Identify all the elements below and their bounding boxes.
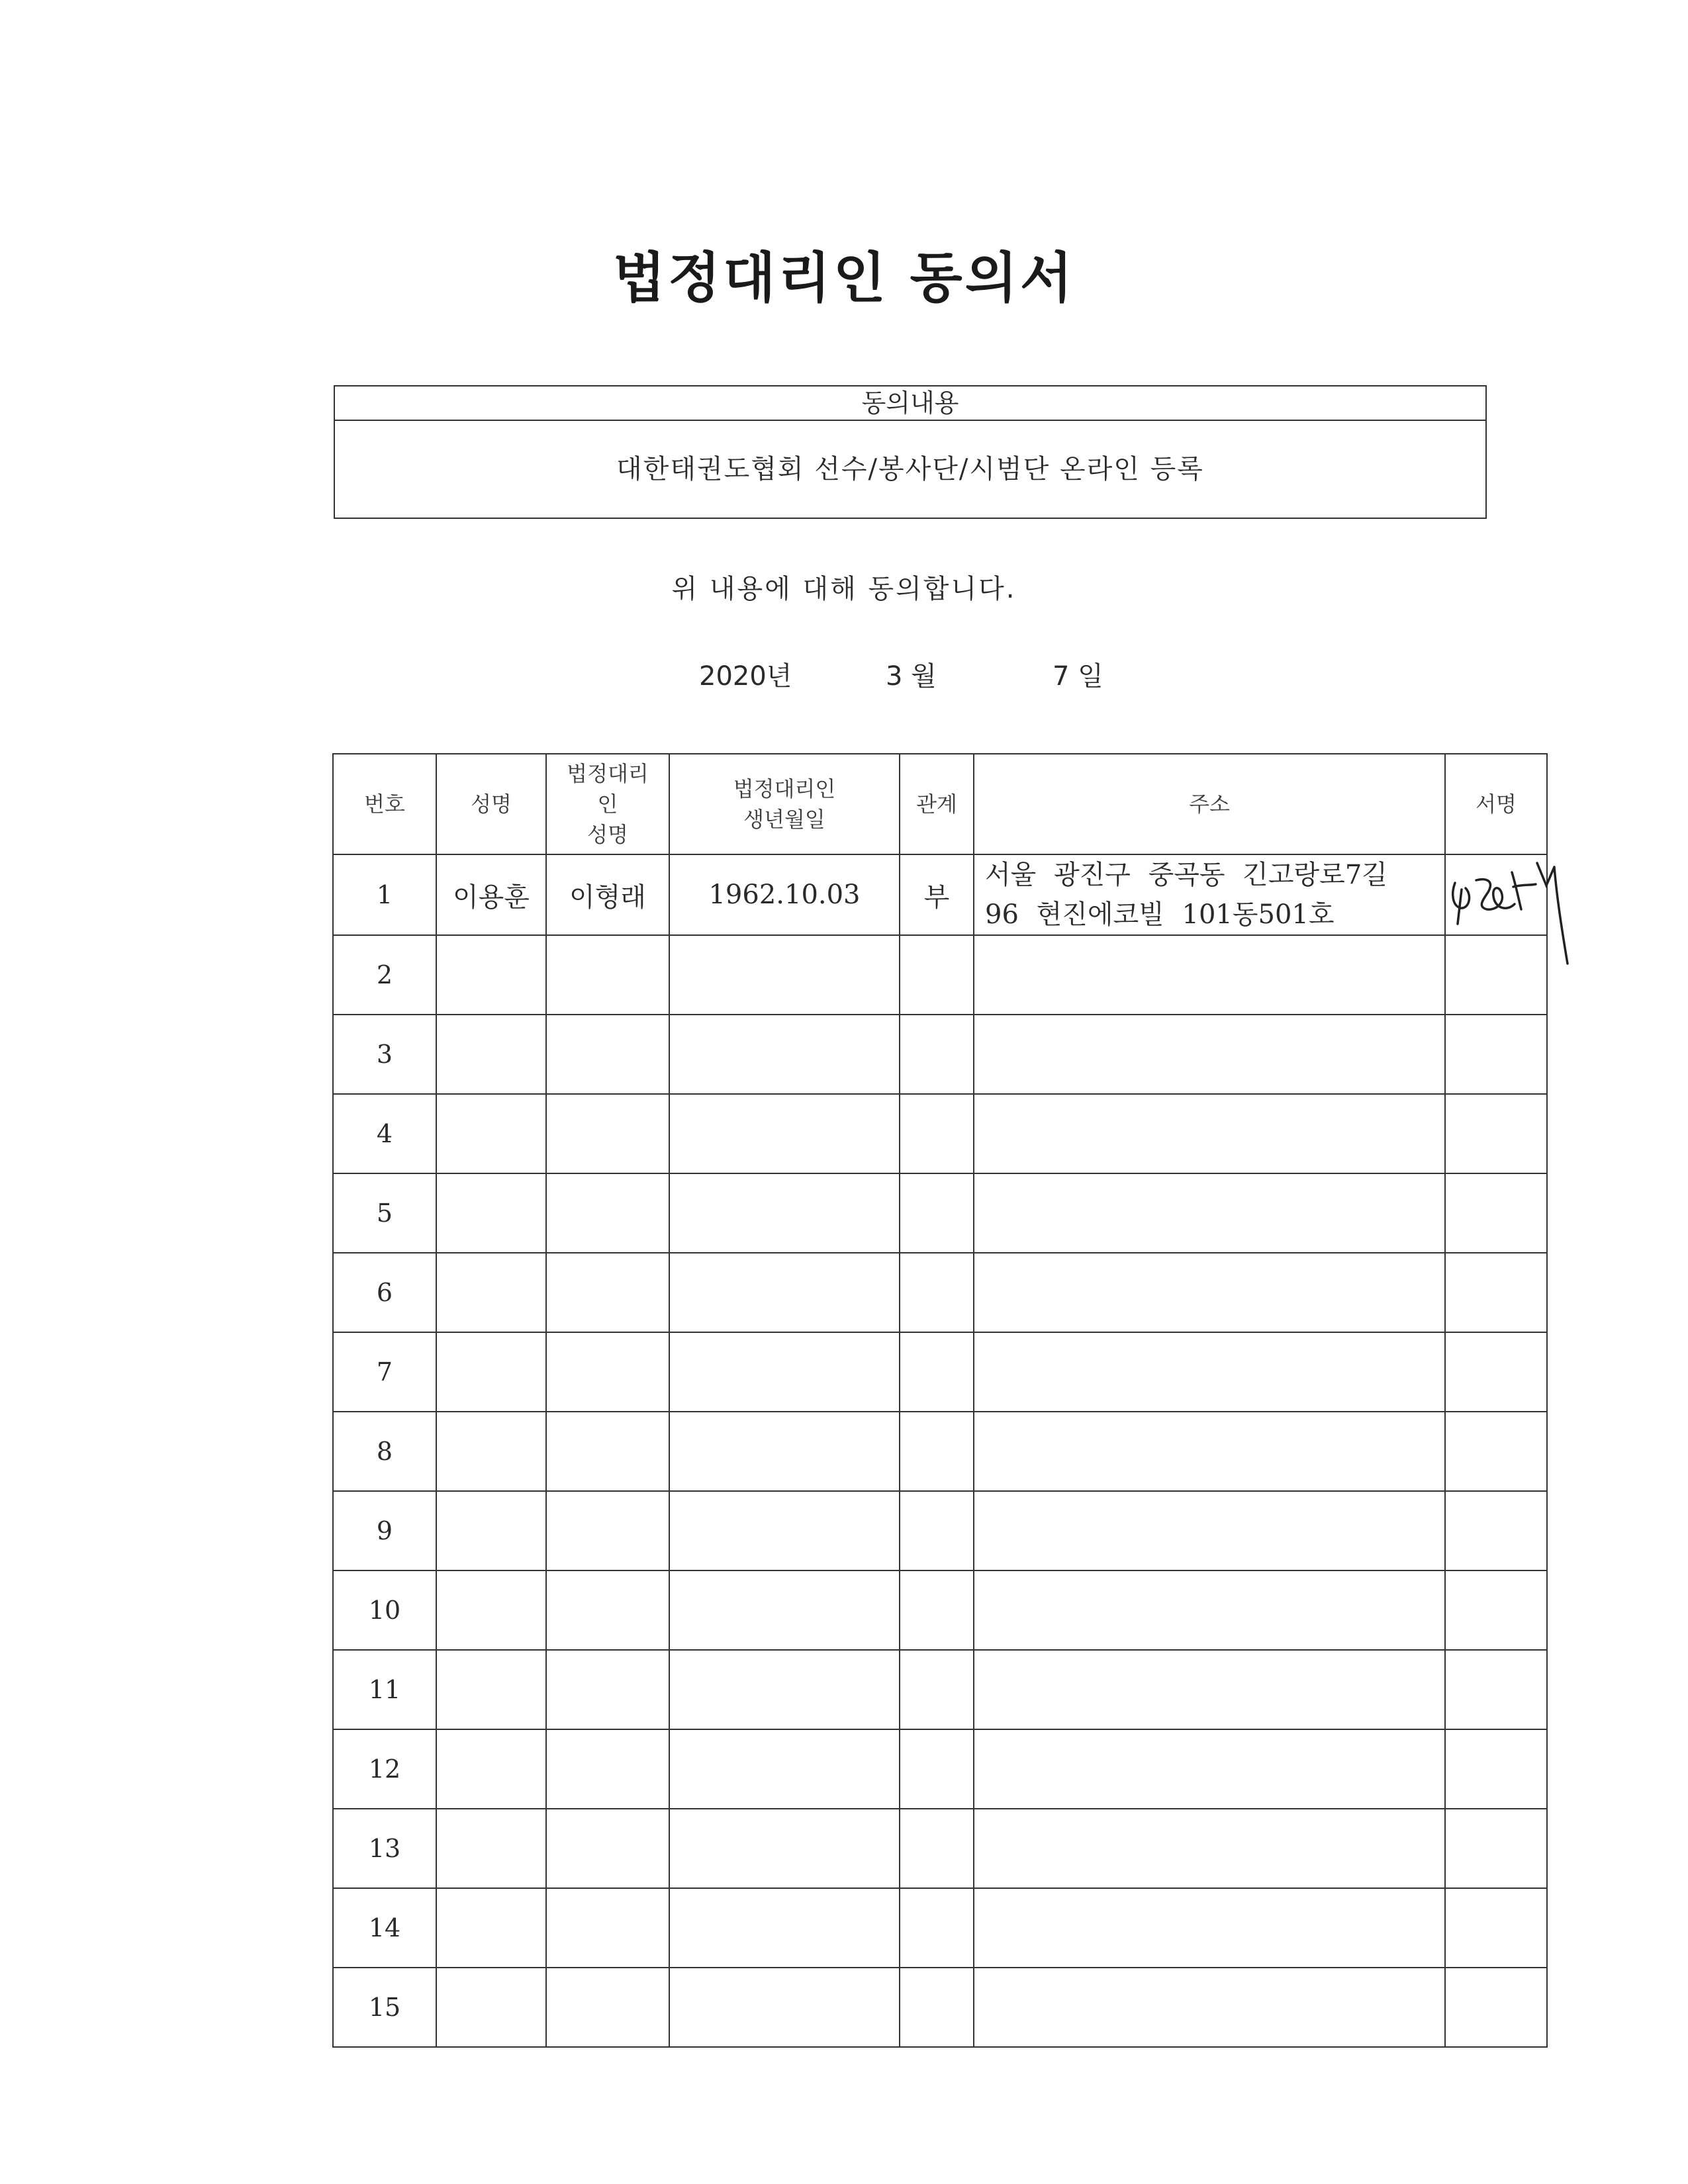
row-guardian-name — [546, 935, 669, 1015]
header-guardian-name-line1: 법정대리 — [567, 761, 649, 786]
header-guardian-birth-line2: 생년월일 — [743, 807, 825, 832]
table-row — [333, 1094, 1547, 1173]
row-guardian-name: 이형래 — [546, 854, 669, 935]
table-row — [333, 1332, 1547, 1412]
row-guardian-name — [546, 1650, 669, 1729]
row-name — [436, 1332, 546, 1412]
row-number: 8 — [333, 1412, 436, 1491]
table-row — [333, 1412, 1547, 1491]
row-address — [974, 1094, 1445, 1173]
row-signature — [1445, 1253, 1547, 1332]
row-guardian-name — [546, 1888, 669, 1968]
row-birth — [669, 1491, 900, 1570]
row-birth — [669, 1332, 900, 1412]
row-signature — [1445, 1412, 1547, 1491]
row-name — [436, 1729, 546, 1809]
row-signature — [1445, 1173, 1547, 1253]
header-signature: 서명 — [1445, 754, 1547, 854]
row-birth — [669, 1729, 900, 1809]
date-year: 2020년 — [699, 661, 792, 692]
row-relation — [900, 1412, 974, 1491]
row-birth — [669, 1809, 900, 1888]
consent-body: 대한태권도협회 선수/봉사단/시범단 온라인 등록 — [616, 454, 1204, 484]
table-row — [333, 1173, 1547, 1253]
row-name — [436, 1650, 546, 1729]
consent-box — [334, 385, 1487, 519]
row-address — [974, 1888, 1445, 1968]
row-name — [436, 1015, 546, 1094]
header-guardian-birth — [669, 754, 900, 854]
table-header-row — [333, 754, 1547, 854]
row-signature — [1445, 1332, 1547, 1412]
row-address — [974, 854, 1445, 935]
row-relation — [900, 1888, 974, 1968]
date-day: 7 일 — [1053, 661, 1103, 692]
table-row — [333, 1729, 1547, 1809]
row-name — [436, 1253, 546, 1332]
table-row — [333, 854, 1547, 935]
row-name — [436, 1491, 546, 1570]
row-number: 7 — [333, 1332, 436, 1412]
date-month: 3 월 — [886, 661, 937, 692]
header-address: 주소 — [974, 754, 1445, 854]
row-guardian-name — [546, 1809, 669, 1888]
row-signature — [1445, 1809, 1547, 1888]
row-number: 12 — [333, 1729, 436, 1809]
row-number: 15 — [333, 1968, 436, 2047]
row-guardian-name — [546, 1253, 669, 1332]
row-address — [974, 1968, 1445, 2047]
row-guardian-name — [546, 1968, 669, 2047]
table-row — [333, 1491, 1547, 1570]
row-name — [436, 1888, 546, 1968]
row-address — [974, 1173, 1445, 1253]
row-signature — [1445, 1015, 1547, 1094]
row-address — [974, 1015, 1445, 1094]
table-row — [333, 1015, 1547, 1094]
row-birth — [669, 1173, 900, 1253]
row-birth — [669, 1015, 900, 1094]
row-signature — [1445, 1094, 1547, 1173]
row-signature — [1445, 1729, 1547, 1809]
row-number: 4 — [333, 1094, 436, 1173]
row-address-line1: 서울 광진구 중곡동 긴고랑로7길 — [985, 860, 1387, 890]
row-name: 이용훈 — [436, 854, 546, 935]
header-guardian-name-line2: 인 — [597, 792, 618, 817]
row-relation: 부 — [900, 854, 974, 935]
header-guardian-name — [546, 754, 669, 854]
row-name — [436, 935, 546, 1015]
row-birth — [669, 935, 900, 1015]
row-number: 2 — [333, 935, 436, 1015]
row-signature — [1445, 1650, 1547, 1729]
row-guardian-name — [546, 1729, 669, 1809]
row-signature — [1445, 1968, 1547, 2047]
registration-table — [332, 753, 1548, 2048]
row-address — [974, 1491, 1445, 1570]
row-birth — [669, 1253, 900, 1332]
row-guardian-name — [546, 1491, 669, 1570]
row-relation — [900, 1253, 974, 1332]
row-number: 14 — [333, 1888, 436, 1968]
row-guardian-name — [546, 1570, 669, 1650]
row-number: 6 — [333, 1253, 436, 1332]
row-number: 1 — [333, 854, 436, 935]
row-relation — [900, 1173, 974, 1253]
table-row — [333, 935, 1547, 1015]
row-relation — [900, 1491, 974, 1570]
row-relation — [900, 935, 974, 1015]
row-number: 5 — [333, 1173, 436, 1253]
row-relation — [900, 1094, 974, 1173]
table-row — [333, 1650, 1547, 1729]
row-signature — [1445, 854, 1547, 935]
row-address — [974, 1570, 1445, 1650]
table-row — [333, 1253, 1547, 1332]
row-guardian-name — [546, 1332, 669, 1412]
row-name — [436, 1809, 546, 1888]
row-birth — [669, 1094, 900, 1173]
row-signature — [1445, 1491, 1547, 1570]
handwritten-signature — [1446, 846, 1578, 985]
header-relation: 관계 — [900, 754, 974, 854]
row-relation — [900, 1015, 974, 1094]
row-guardian-name — [546, 1094, 669, 1173]
row-address — [974, 935, 1445, 1015]
row-guardian-name — [546, 1015, 669, 1094]
header-number: 번호 — [333, 754, 436, 854]
row-birth — [669, 1412, 900, 1491]
row-signature — [1445, 1570, 1547, 1650]
row-name — [436, 1570, 546, 1650]
row-guardian-name — [546, 1412, 669, 1491]
row-number: 11 — [333, 1650, 436, 1729]
row-guardian-name — [546, 1173, 669, 1253]
row-number: 3 — [333, 1015, 436, 1094]
table-row — [333, 1888, 1547, 1968]
row-relation — [900, 1729, 974, 1809]
header-guardian-birth-line1: 법정대리인 — [733, 776, 836, 801]
row-relation — [900, 1332, 974, 1412]
row-address — [974, 1332, 1445, 1412]
consent-header: 동의내용 — [335, 387, 1485, 421]
row-number: 13 — [333, 1809, 436, 1888]
table-row — [333, 1968, 1547, 2047]
header-name: 성명 — [436, 754, 546, 854]
row-address — [974, 1253, 1445, 1332]
row-signature — [1445, 1888, 1547, 1968]
row-relation — [900, 1570, 974, 1650]
table-row — [333, 1809, 1547, 1888]
row-birth — [669, 1888, 900, 1968]
row-number: 10 — [333, 1570, 436, 1650]
row-relation — [900, 1968, 974, 2047]
row-birth — [669, 1650, 900, 1729]
agree-statement: 위 내용에 대해 동의합니다. — [671, 574, 1017, 604]
row-name — [436, 1173, 546, 1253]
row-name — [436, 1412, 546, 1491]
row-address — [974, 1809, 1445, 1888]
row-address — [974, 1729, 1445, 1809]
row-birth: 1962.10.03 — [669, 854, 900, 935]
row-number: 9 — [333, 1491, 436, 1570]
row-relation — [900, 1650, 974, 1729]
table-row — [333, 1570, 1547, 1650]
page-title: 법정대리인 동의서 — [612, 246, 1076, 310]
row-name — [436, 1094, 546, 1173]
row-birth — [669, 1570, 900, 1650]
header-guardian-name-line3: 성명 — [587, 822, 628, 847]
row-address — [974, 1650, 1445, 1729]
row-relation — [900, 1809, 974, 1888]
row-name — [436, 1968, 546, 2047]
row-address-line2: 96 현진에코빌 101동501호 — [985, 899, 1335, 930]
row-address — [974, 1412, 1445, 1491]
row-birth — [669, 1968, 900, 2047]
